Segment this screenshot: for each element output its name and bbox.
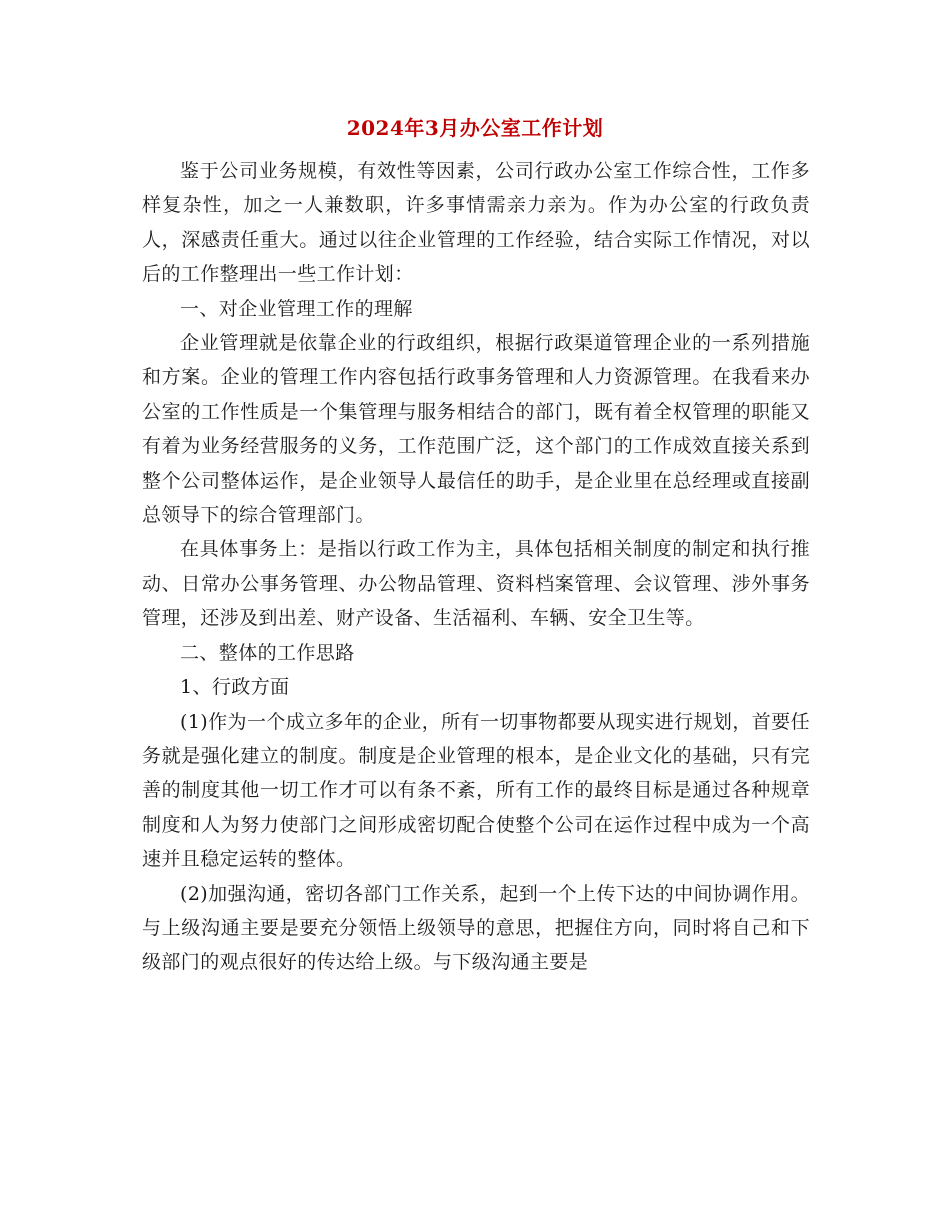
document-title: 2024年3月办公室工作计划 bbox=[346, 116, 604, 140]
section-heading-2: 二、整体的工作思路 bbox=[180, 641, 355, 664]
paragraph-specific-affairs: 在具体事务上：是指以行政工作为主，具体包括相关制度的制定和执行推动、日常办公事务管理、办公物品管理、资料档案管理、会议管理、涉外事务管理，还涉及到出差、财产设备、生活福利、车辆、安全卫生等。 bbox=[142, 538, 810, 630]
paragraph-intro: 鉴于公司业务规模，有效性等因素，公司行政办公室工作综合性，工作多样复杂性，加之一人兼数职，许多事情需亲力亲为。作为办公室的行政负责人，深感责任重大。通过以往企业管理的工作经验，结合实际工作情况，对以后的工作整理出一些工作计划： bbox=[142, 160, 810, 286]
paragraph-item-2: (2)加强沟通，密切各部门工作关系，起到一个上传下达的中间协调作用。与上级沟通主要是要充分领悟上级领导的意思，把握住方向，同时将自己和下级部门的观点很好的传达给上级。与下级沟通主要是 bbox=[142, 882, 810, 974]
section-heading-1: 一、对企业管理工作的理解 bbox=[180, 297, 413, 320]
subsection-heading-administration: 1、行政方面 bbox=[180, 676, 290, 699]
paragraph-item-1: (1)作为一个成立多年的企业，所有一切事物都要从现实进行规划，首要任务就是强化建立的制度。制度是企业管理的根本，是企业文化的基础，只有完善的制度其他一切工作才可以有条不紊，所有工作的最终目标是通过各种规章制度和人为努力使部门之间形成密切配合使整个公司在运作过程中成为一个高速并且稳定运转的整体。 bbox=[142, 710, 810, 871]
paragraph-management-definition: 企业管理就是依靠企业的行政组织，根据行政渠道管理企业的一系列措施和方案。企业的管理工作内容包括行政事务管理和人力资源管理。在我看来办公室的工作性质是一个集管理与服务相结合的部门，既有着全权管理的职能又有着为业务经营服务的义务，工作范围广泛，这个部门的工作成效直接关系到整个公司整体运作，是企业领导人最信任的助手，是企业里在总经理或直接副总领导下的综合管理部门。 bbox=[142, 332, 810, 527]
document-body bbox=[142, 154, 810, 980]
